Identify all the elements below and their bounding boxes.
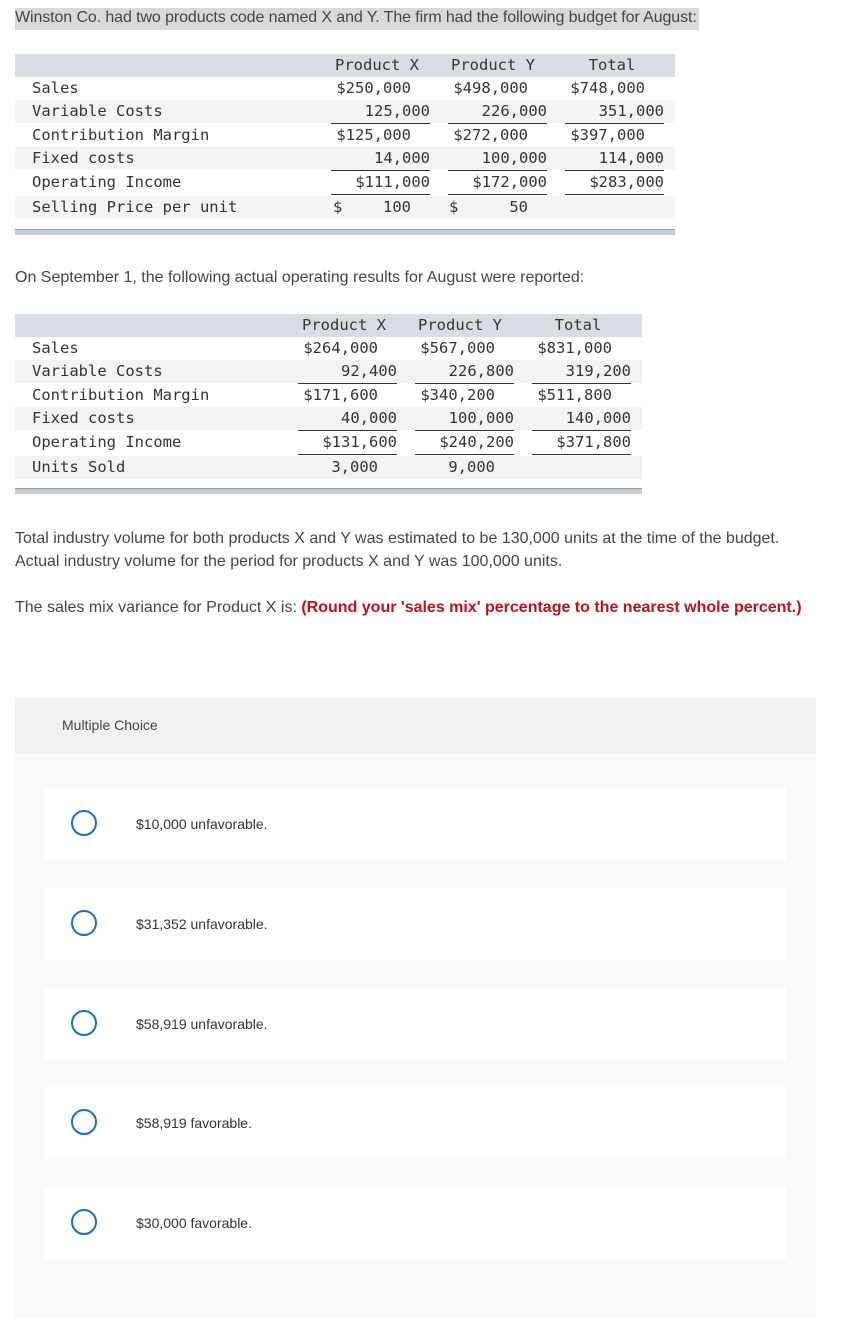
cell-y: 9,000 [448,458,495,476]
row-label: Operating Income [32,173,182,191]
cell-x: 3,000 [331,458,378,476]
cell-x: $111,000 [331,171,430,197]
table-row [15,456,642,479]
choice-label: $30,000 favorable. [136,1215,252,1231]
header-product-y: Product Y [418,316,502,334]
header-product-y: Product Y [451,56,535,74]
cell-total: 114,000 [565,147,664,171]
question-hint: (Round your 'sales mix' percentage to the nearest whole percent.) [301,599,802,616]
cell-x: $125,000 [336,126,411,144]
table-row [15,196,675,219]
header-total: Total [588,56,636,74]
table-scrollbar[interactable] [15,488,642,494]
cell-x: $131,600 [298,431,397,457]
table-row [15,431,642,454]
cell-x: 14,000 [331,147,430,171]
cell-y: $272,000 [453,126,528,144]
choice-option-5[interactable] [44,1187,786,1259]
row-label: Fixed costs [32,149,135,167]
row-label: Sales [32,339,79,357]
cell-x-symbol: $ [333,198,343,216]
row-label: Fixed costs [32,409,135,427]
cell-y: $340,200 [420,386,495,404]
choice-option-1[interactable] [44,788,786,860]
cell-y: $567,000 [420,339,495,357]
radio-button[interactable] [71,810,97,836]
table-row [15,100,675,123]
radio-button[interactable] [71,1109,97,1135]
table-row [15,384,642,407]
row-label: Units Sold [32,458,126,476]
row-label: Sales [32,79,79,97]
cell-total: $371,800 [532,431,631,457]
choice-label: $31,352 unfavorable. [136,916,268,932]
industry-volume-text: Total industry volume for both products X and Y was estimated to be 130,000 units at the time of the budget. Actual industry volume for the period for products X and Y was 100,000 units. [15,530,780,570]
cell-x: 40,000 [298,407,397,431]
cell-x: $250,000 [336,79,411,97]
table-row [15,77,675,100]
actual-header-row [15,314,642,337]
row-label: Selling Price per unit [32,198,238,216]
table-row [15,337,642,360]
cell-x: 125,000 [331,100,430,124]
row-label: Operating Income [32,433,182,451]
cell-x: 100 [383,198,411,216]
choice-label: $10,000 unfavorable. [136,816,268,832]
table-row [15,124,675,147]
cell-total: $831,000 [537,339,612,357]
table-scrollbar[interactable] [15,229,675,235]
choice-label: $58,919 favorable. [136,1115,252,1131]
radio-button[interactable] [71,1010,97,1036]
table-row [15,407,642,430]
cell-total: 351,000 [565,100,664,124]
table-row [15,171,675,194]
header-product-x: Product X [302,316,386,334]
cell-total: $748,000 [570,79,645,97]
multiple-choice-panel [15,698,816,1318]
cell-total: $397,000 [570,126,645,144]
budget-header-row [15,54,675,77]
row-label: Variable Costs [32,102,163,120]
header-product-x: Product X [335,56,419,74]
intro-text: Winston Co. had two products code named X and Y. The firm had the following budget for August: [15,8,699,30]
cell-y: $240,200 [415,431,514,457]
header-total: Total [554,316,602,334]
row-label: Contribution Margin [32,126,210,144]
cell-y: 50 [509,198,528,216]
multiple-choice-header [15,698,816,753]
choice-option-2[interactable] [44,888,786,960]
radio-button[interactable] [71,910,97,936]
row-label: Variable Costs [32,362,163,380]
cell-total: 319,200 [532,360,631,384]
choice-option-3[interactable] [44,988,786,1060]
cell-total: $511,800 [537,386,612,404]
cell-y-symbol: $ [449,198,459,216]
cell-y: 226,000 [448,100,547,124]
cell-y: 100,000 [415,407,514,431]
row-label: Contribution Margin [32,386,210,404]
cell-x: $264,000 [303,339,378,357]
cell-total: 140,000 [532,407,631,431]
cell-y: 100,000 [448,147,547,171]
multiple-choice-title: Multiple Choice [62,717,158,733]
cell-x: $171,600 [303,386,378,404]
table-row [15,147,675,170]
cell-y: $172,000 [448,171,547,197]
question-prompt: The sales mix variance for Product X is: [15,599,297,616]
choice-option-4[interactable] [44,1087,786,1159]
cell-total: $283,000 [565,171,664,197]
question-text [15,596,805,619]
radio-button[interactable] [71,1209,97,1235]
cell-x: 92,400 [298,360,397,384]
actual-intro-text: On September 1, the following actual operating results for August were reported: [15,269,585,286]
table-row [15,360,642,383]
choice-label: $58,919 unfavorable. [136,1016,268,1032]
cell-y: $498,000 [453,79,528,97]
cell-y: 226,800 [415,360,514,384]
